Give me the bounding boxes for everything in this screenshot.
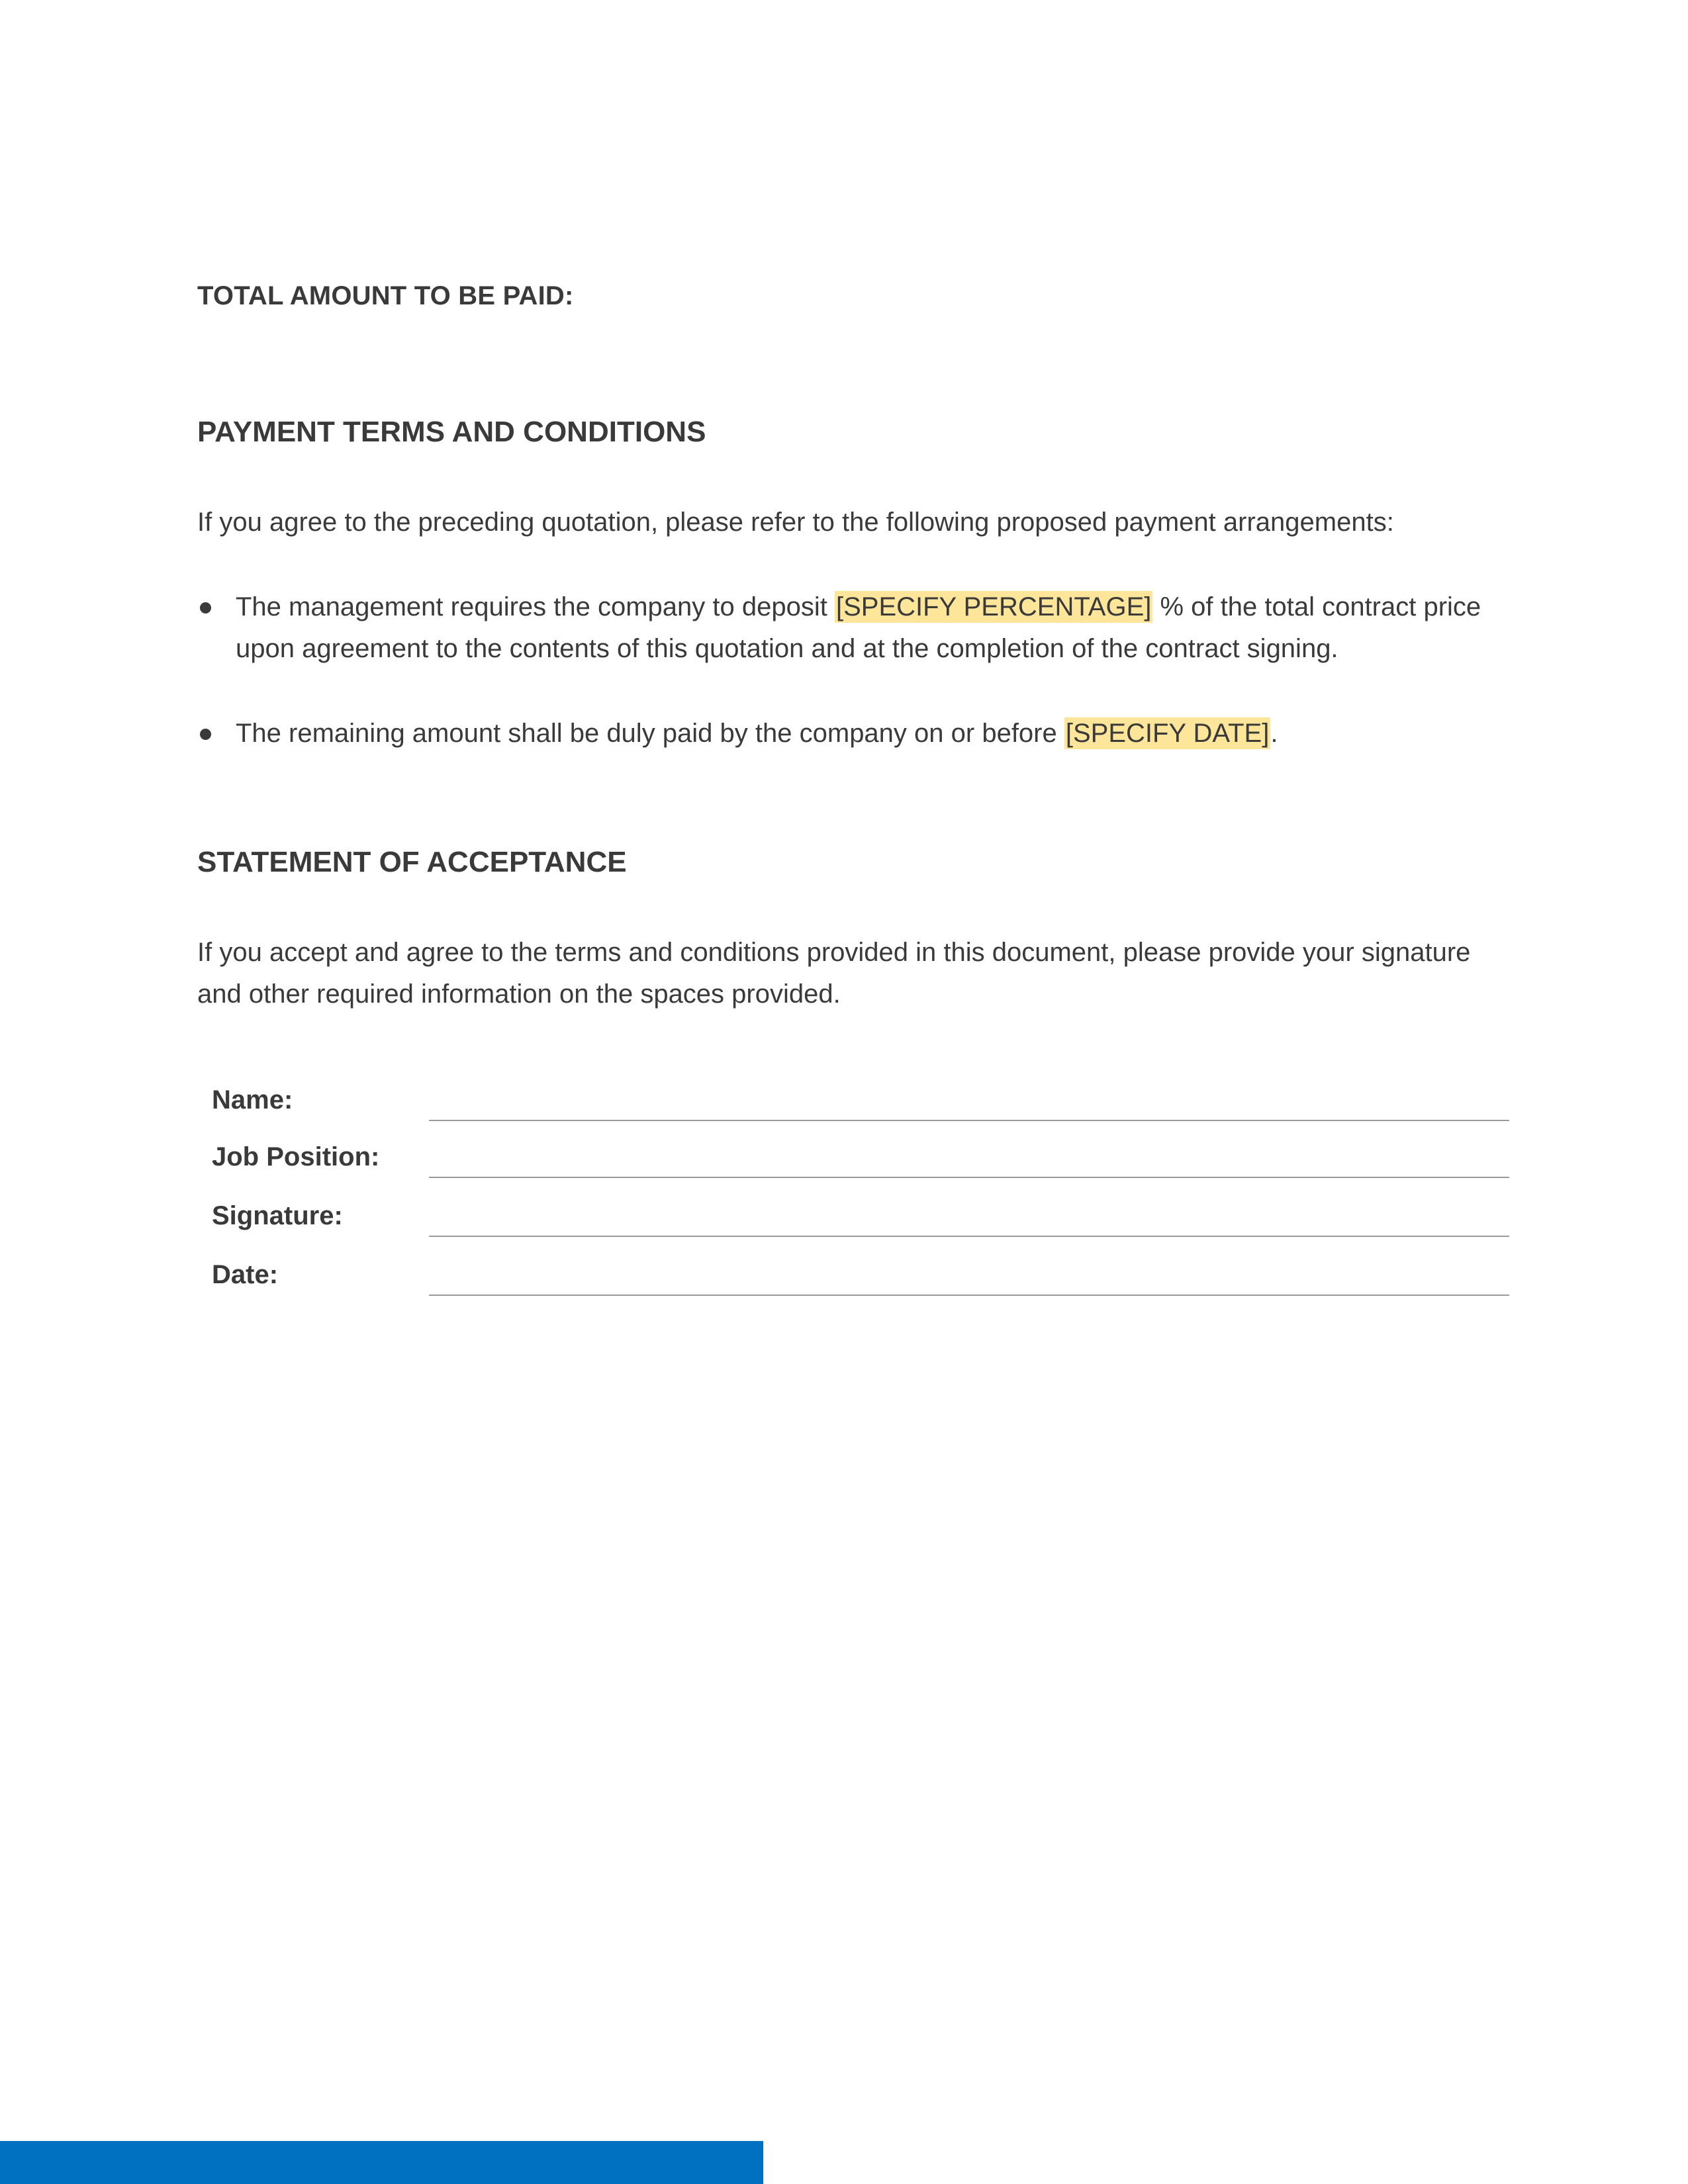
- name-field-line[interactable]: [429, 1120, 1509, 1121]
- payment-terms-intro: If you agree to the preceding quotation, please refer to the following proposed payment arrangements:: [197, 508, 1394, 537]
- acceptance-text: If you accept and agree to the terms and conditions provided in this document, please provide your signature and other required information on the spaces provided.: [197, 938, 1471, 1009]
- date-field-label: Date:: [212, 1260, 279, 1289]
- acceptance-heading: STATEMENT OF ACCEPTANCE: [197, 846, 627, 878]
- payment-terms-list: [197, 586, 1508, 754]
- signature-field-row: [212, 1201, 1509, 1241]
- signature-field-line[interactable]: [429, 1236, 1509, 1237]
- date-field-row: [212, 1260, 1509, 1300]
- list-item: [197, 713, 1508, 754]
- name-field-label: Name:: [212, 1085, 293, 1115]
- bullet-text-start: The remaining amount shall be duly paid by the company on or before: [236, 719, 1064, 748]
- signature-field-label: Signature:: [212, 1201, 343, 1230]
- footer-accent-bar: [0, 2141, 763, 2184]
- bullet-icon: [200, 729, 211, 740]
- name-field-row: [212, 1085, 1509, 1125]
- date-placeholder: [SPECIFY DATE]: [1065, 719, 1270, 748]
- bullet-text-end: .: [1270, 719, 1278, 748]
- list-item: [197, 586, 1508, 670]
- bullet-text-start: The management requires the company to deposit: [236, 592, 835, 621]
- payment-terms-heading: PAYMENT TERMS AND CONDITIONS: [197, 416, 706, 448]
- job-position-field-line[interactable]: [429, 1177, 1509, 1178]
- job-position-field-label: Job Position:: [212, 1142, 380, 1171]
- percentage-placeholder: [SPECIFY PERCENTAGE]: [835, 592, 1152, 621]
- job-position-field-row: [212, 1142, 1509, 1182]
- date-field-line[interactable]: [429, 1295, 1509, 1296]
- bullet-icon: [200, 602, 211, 614]
- bullet-text-end: % of the total contract price upon agreement to the contents of this quotation and at the completion of the contract signing.: [236, 592, 1481, 663]
- total-amount-label: TOTAL AMOUNT TO BE PAID:: [197, 281, 574, 310]
